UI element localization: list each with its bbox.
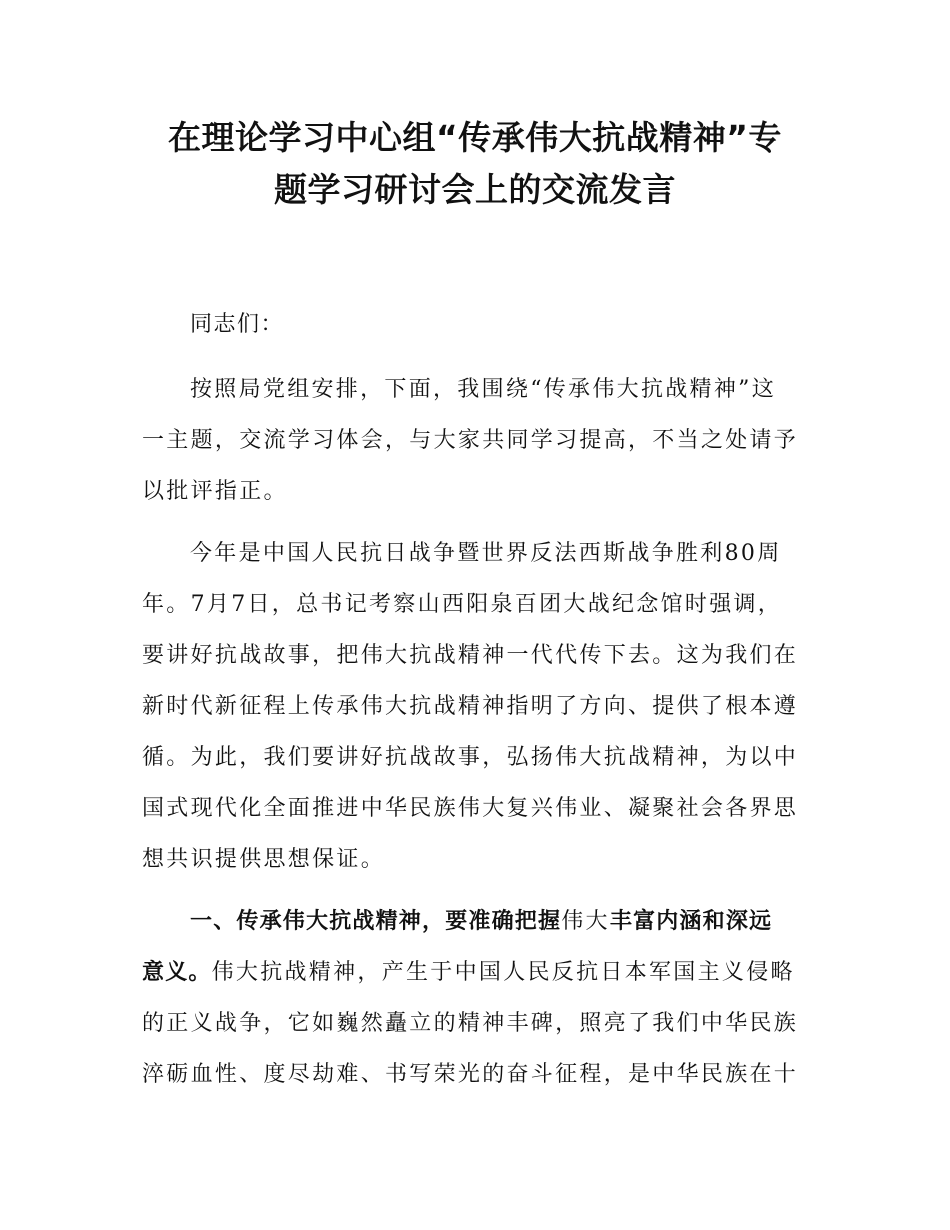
section-heading-part: 一、传承伟大抗战精神，要准确把握 — [190, 909, 562, 934]
title-line-1: 在理论学习中心组“传承伟大抗战精神”专 — [168, 118, 782, 157]
paragraph-line: 要讲好抗战故事，把伟大抗战精神一代代传下去。这为我们在 — [142, 643, 799, 668]
paragraph-line — [142, 947, 810, 998]
paragraph-line: 国式现代化全面推进中华民族伟大复兴伟业、凝聚社会各界思 — [142, 796, 799, 821]
document-title — [120, 112, 830, 216]
section-heading-line — [142, 896, 810, 947]
section-heading-part: 意义。 — [142, 960, 212, 985]
paragraph-line: 的正义战争，它如巍然矗立的精神丰碑，照亮了我们中华民族 — [142, 1011, 799, 1036]
title-line-2: 题学习研讨会上的交流发言 — [274, 170, 676, 209]
paragraph-line: 想共识提供思想保证。 — [142, 847, 386, 872]
paragraph-line: 淬砺血性、度尽劫难、书写荣光的奋斗征程，是中华民族在十 — [142, 1062, 799, 1087]
paragraph-line: 今年是中国人民抗日战争暨世界反法西斯战争胜利80周 — [190, 541, 782, 566]
paragraph-text: 伟大抗战精神，产生于中国人民反抗日本军国主义侵略 — [211, 960, 795, 985]
paragraph-line: 年。7月7日，总书记考察山西阳泉百团大战纪念馆时强调， — [142, 592, 783, 617]
paragraph-2 — [142, 528, 810, 885]
paragraph-1 — [142, 364, 810, 517]
paragraph-3 — [142, 896, 810, 1100]
paragraph-line: 一主题，交流学习体会，与大家共同学习提高，不当之处请予 — [142, 428, 799, 453]
paragraph-line: 按照局党组安排，下面，我围绕“传承伟大抗战精神”这 — [190, 377, 776, 402]
paragraph-line: 以批评指正。 — [142, 479, 288, 504]
section-heading-part: 丰富内涵和深远 — [609, 909, 773, 934]
paragraph-line: 循。为此，我们要讲好抗战故事，弘扬伟大抗战精神，为以中 — [142, 745, 799, 770]
section-heading-part: 伟大 — [561, 909, 610, 934]
salutation: 同志们： — [190, 312, 285, 337]
paragraph-line: 新时代新征程上传承伟大抗战精神指明了方向、提供了根本遵 — [142, 694, 799, 719]
